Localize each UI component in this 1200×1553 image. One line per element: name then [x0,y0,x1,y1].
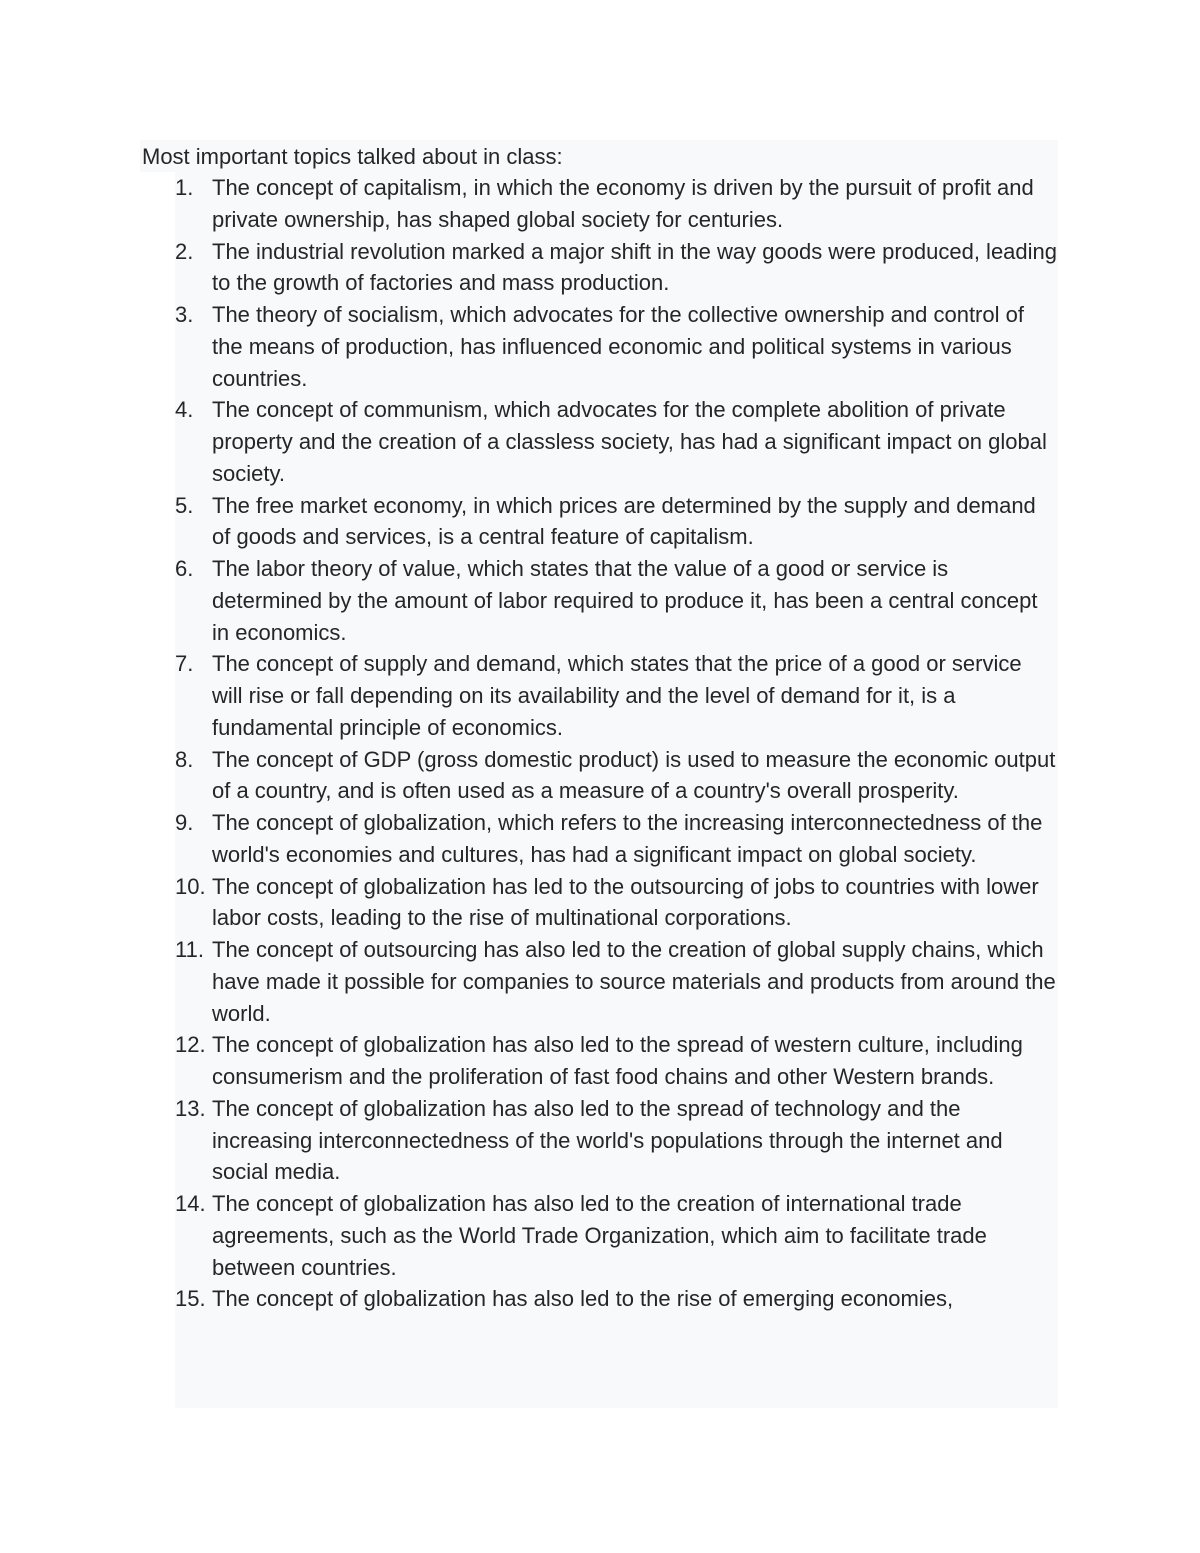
list-item [0,1283,1058,1315]
list-item-number: 14. [175,1191,206,1216]
list-item-number: 15. [175,1286,206,1312]
list-item [0,934,1058,1029]
list-item-text: The concept of capitalism, in which the economy is driven by the pursuit of profit and private ownership, has shaped global society for centuries. [212,175,1034,232]
list-item [0,394,1058,489]
list-item-text: The concept of globalization has also led to the creation of international trade agreements, such as the World Trade Organization, which aim to facilitate trade between countries. [212,1191,987,1280]
list-item-number: 8. [175,746,194,772]
list-item [0,1029,1058,1093]
list-item-number: 10. [175,873,206,899]
list-item-number: 3. [175,302,194,327]
list-item-text: The concept of communism, which advocates for the complete abolition of private property and the creation of a classless society, has had a significant impact on global society. [212,397,1047,486]
list-item-text: The industrial revolution marked a major shift in the way goods were produced, leading to the growth of factories and mass production. [212,238,1058,296]
list-item [0,236,1058,300]
list-item-text: The concept of GDP (gross domestic product) is used to measure the economic output of a country, and is often used as a measure of a country's overall prosperity. [212,746,1056,804]
list-item-number: 9. [175,810,194,835]
document-heading: Most important topics talked about in class: [142,144,563,169]
list-item-text: The free market economy, in which prices are determined by the supply and demand of goods and services, is a central feature of capitalism. [212,492,1036,550]
list-item [0,299,1058,394]
list-item [0,871,1058,935]
topics-list [0,172,1060,1315]
list-item-number: 2. [175,238,194,264]
list-item-text: The concept of outsourcing has also led to the creation of global supply chains, which have made it possible for companies to source materials and products from around the world. [212,937,1056,1026]
list-item [0,490,1058,554]
list-item-text: The concept of globalization has also led to the rise of emerging economies, [212,1286,954,1312]
list-item-number: 5. [175,492,194,518]
list-item-number: 11. [175,937,204,962]
list-item-text: The concept of globalization has also led to the spread of western culture, including consumerism and the proliferation of fast food chains and other Western brands. [212,1032,1023,1089]
list-item [0,807,1058,871]
list-item [0,1188,1058,1283]
list-item [0,1093,1058,1188]
list-item [0,172,1058,236]
list-item-number: 1. [175,175,194,200]
list-item [0,553,1058,648]
list-item-text: The theory of socialism, which advocates for the collective ownership and control of the means of production, has influenced economic and political systems in various countries. [212,302,1024,391]
list-item-number: 12. [175,1032,206,1058]
list-item-number: 4. [175,397,194,423]
list-item-number: 6. [175,556,194,581]
list-item-text: The labor theory of value, which states that the value of a good or service is determined by the amount of labor required to produce it, has been a central concept in economics. [212,556,1038,645]
list-item-text: The concept of globalization has also led to the spread of technology and the increasing interconnectedness of the world's populations through the internet and social media. [212,1095,1003,1185]
list-item-number: 13. [175,1095,206,1121]
list-item [0,648,1058,743]
list-item-text: The concept of globalization has led to the outsourcing of jobs to countries with lower labor costs, leading to the rise of multinational corporations. [212,873,1039,931]
list-item [0,744,1058,808]
list-item-text: The concept of globalization, which refers to the increasing interconnectedness of the world's economies and cultures, has had a significant impact on global society. [212,810,1043,867]
list-item-number: 7. [175,651,194,677]
list-item-text: The concept of supply and demand, which states that the price of a good or service will rise or fall depending on its availability and the level of demand for it, is a fundamental principle of economics. [212,651,1022,740]
